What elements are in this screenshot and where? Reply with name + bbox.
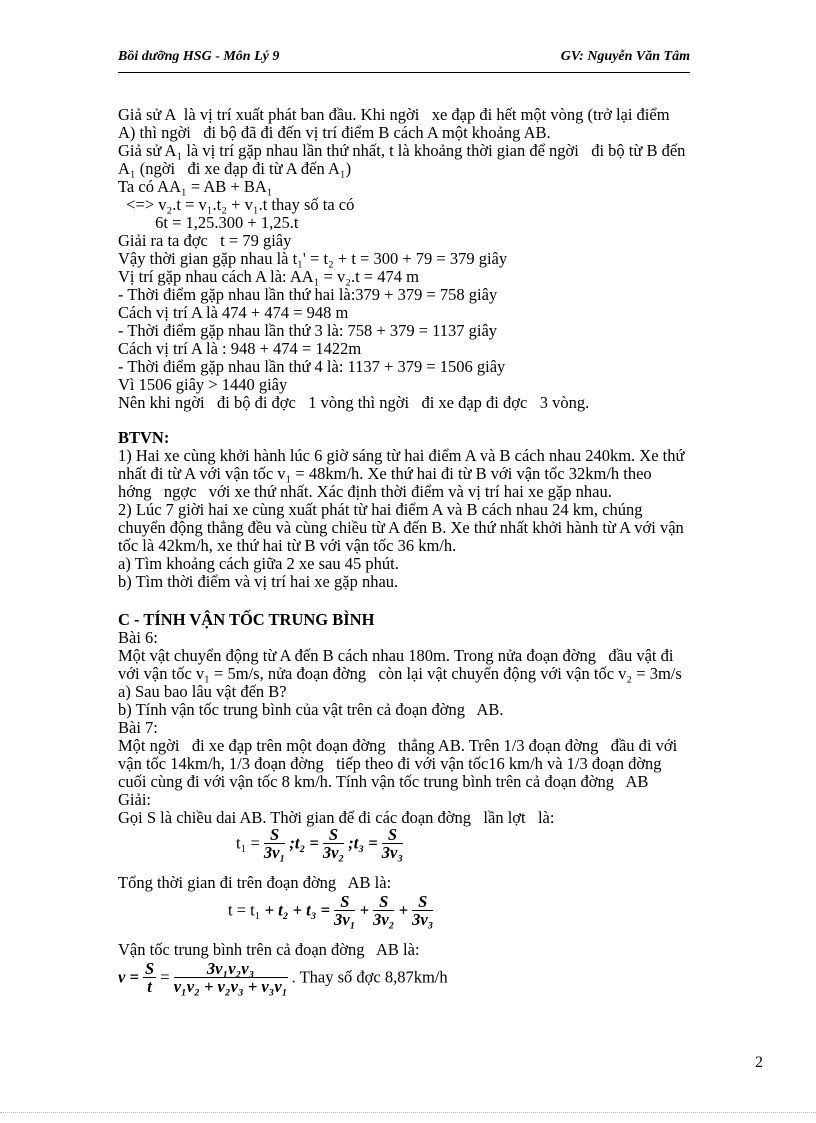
section-heading-average-speed: C - TÍNH VẬN TỐC TRUNG BÌNH	[118, 610, 375, 629]
text-line: Vị trí gặp nhau cách A là: AA₁ = v₂.t = 474 m	[118, 267, 419, 286]
formula-tail: . Thay số đợc 8,87km/h	[291, 967, 448, 987]
header-rule	[118, 72, 690, 73]
formula-op: ;t₂ =	[289, 833, 319, 853]
text-line: Gọi S là chiều dai AB. Thời gian để đi các đoạn đờng lần lợt là:	[118, 808, 555, 827]
fraction: $\frac{S}{\text{3v₁}}$	[334, 892, 356, 929]
text-line: cuối cùng đi với vận tốc 8 km/h. Tính vận tốc trung bình trên cả đoạn đờng AB	[118, 772, 649, 791]
formula-lhs: t₁ =	[236, 833, 260, 853]
text-line: vận tốc 14km/h, 1/3 đoạn đờng tiếp theo đi với vận tốc16 km/h và 1/3 đoạn đờng	[118, 754, 662, 773]
text-line: hớng ngợc với xe thứ nhất. Xác định thời điểm và vị trí hai xe gặp nhau.	[118, 482, 612, 501]
text-line: - Thời điểm gặp nhau lần thứ hai là:379 + 379 = 758 giây	[118, 285, 498, 304]
text-line: Một ngời đi xe đạp trên một đoạn đờng thẳng AB. Trên 1/3 đoạn đờng đầu đi với	[118, 736, 678, 755]
formula-op: +	[398, 900, 408, 920]
text-line: - Thời điểm gặp nhau lần thứ 4 là: 1137 + 379 = 1506 giây	[118, 357, 506, 376]
text-line: a) Tìm khoảng cách giữa 2 xe sau 45 phút.	[118, 554, 399, 573]
formula-op: ;t₃ =	[348, 833, 378, 853]
text-line: b) Tìm thời điểm và vị trí hai xe gặp nhau.	[118, 572, 399, 591]
formula-average-speed	[118, 960, 448, 995]
formula-lhs: v =	[118, 967, 139, 987]
page-header	[118, 49, 690, 69]
fraction: $\frac{\text{3v₁v₂v₃}}{\text{v₁v₂ + v₂v₃ + v₃v₁}}$	[173, 959, 288, 996]
text-line: với vận tốc v₁ = 5m/s, nửa đoạn đờng còn lại vật chuyển động với vận tốc v₂ = 3m/s	[118, 664, 682, 683]
text-line: Vì 1506 giây > 1440 giây	[118, 375, 288, 394]
text-line: Bài 7:	[118, 718, 158, 737]
text-line: chuyển động thẳng đều và cùng chiều từ A đến B. Xe thứ nhất khởi hành từ A với vận	[118, 518, 684, 537]
text-line: Giả sử A là vị trí xuất phát ban đầu. Khi ngời xe đạp đi hết một vòng (trở lại điểm	[118, 105, 670, 124]
formula-lhs: t = t₁	[228, 900, 261, 920]
header-left: Bồi dưỡng HSG - Môn Lý 9	[118, 49, 280, 64]
text-line: Cách vị trí A là 474 + 474 = 948 m	[118, 303, 349, 322]
formula-op: +	[359, 900, 369, 920]
fraction: $\frac{S}{\text{3v₁}}$	[263, 825, 286, 862]
fraction: $\frac{S}{\text{3v₃}}$	[412, 892, 434, 929]
page-number: 2	[755, 1054, 763, 1071]
text-line: Cách vị trí A là : 948 + 474 = 1422m	[118, 339, 362, 358]
page-bottom-border	[0, 1112, 816, 1113]
text-line: 6t = 1,25.300 + 1,25.t	[118, 213, 299, 232]
text-line: Ta có AA₁ = AB + BA₁	[118, 177, 273, 196]
fraction: $\frac{S}{t}$	[144, 959, 155, 996]
text-line: b) Tính vận tốc trung bình của vật trên cả đoạn đờng AB.	[118, 700, 504, 719]
text-line: 1) Hai xe cùng khởi hành lúc 6 giờ sáng từ hai điểm A và B cách nhau 240km. Xe thứ	[118, 446, 685, 465]
text-line: Giải:	[118, 790, 151, 809]
text-line: Vậy thời gian gặp nhau là t₁' = t₂ + t = 300 + 79 = 379 giây	[118, 249, 508, 268]
fraction: $\frac{S}{\text{3v₃}}$	[381, 825, 404, 862]
fraction: $\frac{S}{\text{3v₂}}$	[322, 825, 345, 862]
text-line: Nên khi ngời đi bộ đi đợc 1 vòng thì ngời đi xe đạp đi đợc 3 vòng.	[118, 393, 590, 412]
text-line: tốc là 42km/h, xe thứ hai từ B với vận tốc 36 km/h.	[118, 536, 457, 555]
text-line: 2) Lúc 7 giời hai xe cùng xuất phát từ hai điểm A và B cách nhau 24 km, chúng	[118, 500, 643, 519]
text-line: Bài 6:	[118, 628, 158, 647]
formula-total-time	[228, 893, 433, 928]
text-line: nhất đi từ A với vận tốc v₁ = 48km/h. Xe thứ hai đi từ B với vận tốc 32km/h theo	[118, 464, 652, 483]
text-line: - Thời điểm gặp nhau lần thứ 3 là: 758 + 379 = 1137 giây	[118, 321, 498, 340]
fraction: $\frac{S}{\text{3v₂}}$	[373, 892, 395, 929]
text-line: Giải ra ta đợc t = 79 giây	[118, 231, 292, 250]
text-line: A) thì ngời đi bộ đã đi đến vị trí điểm B cách A một khoảng AB.	[118, 123, 551, 142]
section-heading-btvn: BTVN:	[118, 428, 170, 447]
text-line: a) Sau bao lâu vật đến B?	[118, 682, 287, 701]
text-line: Vận tốc trung bình trên cả đoạn đờng AB là:	[118, 940, 420, 959]
text-line: <=> v₂.t = v₁.t₂ + v₁.t thay số ta có	[118, 195, 355, 214]
formula-segment-times	[236, 826, 403, 861]
header-right: GV: Nguyễn Văn Tâm	[560, 49, 690, 64]
text-line: Tổng thời gian đi trên đoạn đờng AB là:	[118, 873, 392, 892]
text-line: Một vật chuyển động từ A đến B cách nhau 180m. Trong nửa đoạn đờng đầu vật đi	[118, 646, 674, 665]
formula-op: + t₂ + t₃ =	[264, 900, 330, 920]
formula-op: =	[160, 967, 170, 987]
text-line: A₁ (ngời đi xe đạp đi từ A đến A₁)	[118, 159, 352, 178]
text-line: Giả sử A₁ là vị trí gặp nhau lần thứ nhất, t là khoảng thời gian để ngời đi bộ từ B đến	[118, 141, 686, 160]
